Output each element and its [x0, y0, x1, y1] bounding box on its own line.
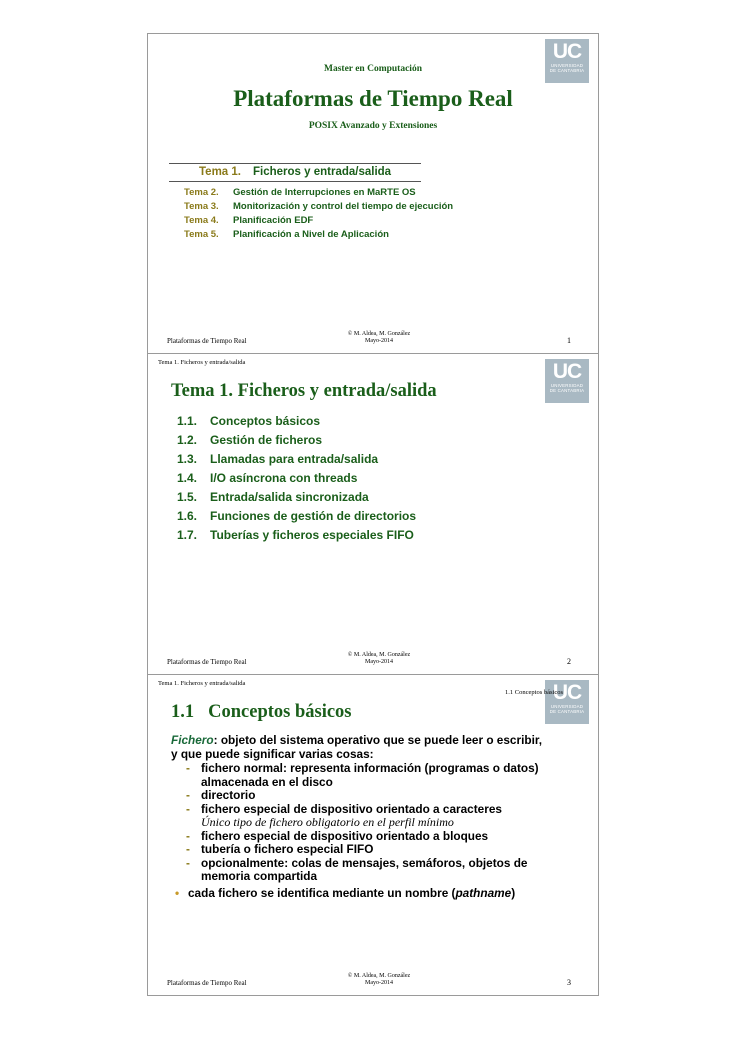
toc-active-label: Tema 1.: [199, 166, 241, 178]
uc-logo: [545, 680, 589, 724]
slide-title: [171, 702, 352, 723]
section-text: I/O asíncrona con threads: [210, 471, 358, 485]
bullet-item: [175, 887, 591, 901]
slide-title-text: Conceptos básicos: [208, 702, 352, 722]
footer-date: Mayo-2014: [365, 338, 393, 344]
section-text: Entrada/salida sincronizada: [210, 490, 369, 504]
slide-1: [147, 33, 599, 354]
list-item-text: fichero especial de dispositivo orientado a bloques: [201, 828, 489, 843]
dash-icon: -: [186, 801, 190, 816]
list-item: [186, 857, 591, 884]
list-item: [186, 830, 591, 844]
toc-item-label: Tema 2.: [184, 187, 219, 198]
slide-title: Tema 1. Ficheros y entrada/salida: [171, 381, 437, 401]
footer-date: Mayo-2014: [365, 659, 393, 665]
bullet-term: pathname: [455, 885, 512, 900]
logo-line1: UNIVERSIDAD: [550, 704, 584, 709]
section-text: Gestión de ficheros: [210, 433, 323, 447]
section-text: Funciones de gestión de directorios: [210, 509, 417, 523]
logo-line1: UNIVERSIDAD: [550, 383, 584, 388]
footer-authors: © M. Aldea, M. González: [347, 652, 411, 658]
list-item-text: fichero normal: representa información (programas o datos): [201, 761, 539, 775]
uc-logo: [545, 39, 589, 83]
list-item: [186, 789, 591, 803]
section-number: 1.3.: [177, 452, 198, 466]
slide-body: [171, 734, 591, 900]
footer-authors: © M. Aldea, M. González: [347, 331, 411, 337]
list-item-text: opcionalmente: colas de mensajes, semáforos, objetos de: [201, 855, 528, 870]
toc-item-text: Monitorización y control del tiempo de ejecución: [233, 201, 454, 212]
list-item-cont: almacenada en el disco: [201, 774, 333, 789]
dash-icon: -: [186, 761, 190, 775]
list-item-note: Único tipo de fichero obligatorio en el perfil mínimo: [201, 815, 454, 829]
bullet-icon: •: [175, 885, 180, 900]
page-number: 3: [567, 978, 571, 987]
footer-course: Plataformas de Tiempo Real: [167, 658, 247, 666]
dash-icon: -: [186, 828, 190, 843]
dash-icon: -: [186, 842, 190, 856]
course-subtitle: POSIX Avanzado y Extensiones: [308, 121, 438, 131]
running-header: Tema 1. Ficheros y entrada/salida: [158, 359, 246, 366]
list-item: [186, 843, 591, 857]
page-number: 1: [567, 336, 571, 345]
logo-mark: UC: [552, 681, 582, 704]
toc-item-text: Gestión de Interrupciones en MaRTE OS: [233, 187, 416, 198]
section-tag: 1.1 Conceptos básicos: [505, 689, 563, 696]
dash-icon: -: [186, 855, 190, 870]
logo-line2: DE CANTABRIA: [549, 709, 585, 714]
toc-item-label: Tema 4.: [184, 215, 219, 226]
footer-course: Plataformas de Tiempo Real: [167, 979, 247, 987]
section-number: 1.6.: [177, 509, 198, 523]
logo-line1: UNIVERSIDAD: [550, 63, 584, 68]
section-text: Llamadas para entrada/salida: [210, 452, 379, 466]
uc-logo: [545, 359, 589, 403]
footer-authors: © M. Aldea, M. González: [347, 973, 411, 979]
page-number: 2: [567, 657, 571, 666]
section-number: 1.2.: [177, 433, 198, 447]
dash-icon: -: [186, 788, 190, 802]
section-number: 1.1.: [177, 414, 198, 428]
logo-line2: DE CANTABRIA: [549, 388, 585, 393]
slide-title-number: 1.1: [171, 702, 195, 722]
intro-paragraph: [171, 734, 591, 761]
intro-line1: : objeto del sistema operativo que se puede leer o escribir,: [213, 733, 543, 747]
toc-active-text: Ficheros y entrada/salida: [253, 166, 392, 178]
logo-line2: DE CANTABRIA: [549, 68, 585, 73]
footer-date: Mayo-2014: [365, 980, 393, 986]
list-item-text: fichero especial de dispositivo orientado a caracteres: [201, 801, 502, 816]
list-item: [186, 803, 591, 830]
footer-course: Plataformas de Tiempo Real: [167, 337, 247, 345]
section-number: 1.7.: [177, 528, 198, 542]
intro-term: Fichero: [171, 733, 214, 747]
slide-2: [147, 354, 599, 675]
footer-credits: [324, 331, 434, 345]
section-number: 1.4.: [177, 471, 198, 485]
course-title: Plataformas de Tiempo Real: [233, 86, 513, 111]
list-item: [186, 762, 591, 789]
toc-active-topic: [169, 163, 421, 182]
footer-credits: [324, 652, 434, 666]
bullet-post: ): [511, 885, 516, 900]
list-item-cont: memoria compartida: [201, 869, 318, 883]
section-text: Conceptos básicos: [210, 414, 321, 428]
intro-line2: y que puede significar varias cosas:: [171, 746, 374, 761]
slide-3: [147, 675, 599, 996]
master-label: Master en Computación: [324, 64, 422, 74]
running-header: Tema 1. Ficheros y entrada/salida: [158, 680, 246, 687]
logo-mark: UC: [552, 40, 582, 63]
toc-item-text: Planificación EDF: [233, 215, 314, 226]
footer-credits: [324, 973, 434, 987]
list-item-text: tubería o fichero especial FIFO: [201, 842, 374, 856]
logo-mark: UC: [552, 360, 582, 383]
file-type-list: [186, 762, 591, 884]
section-text: Tuberías y ficheros especiales FIFO: [210, 528, 414, 542]
toc-item-label: Tema 5.: [184, 229, 219, 240]
bullet-pre: cada fichero se identifica mediante un nombre (: [188, 885, 456, 900]
list-item-text: directorio: [201, 788, 256, 802]
toc-item-label: Tema 3.: [184, 201, 219, 212]
section-number: 1.5.: [177, 490, 198, 504]
toc-item-text: Planificación a Nivel de Aplicación: [233, 229, 389, 240]
